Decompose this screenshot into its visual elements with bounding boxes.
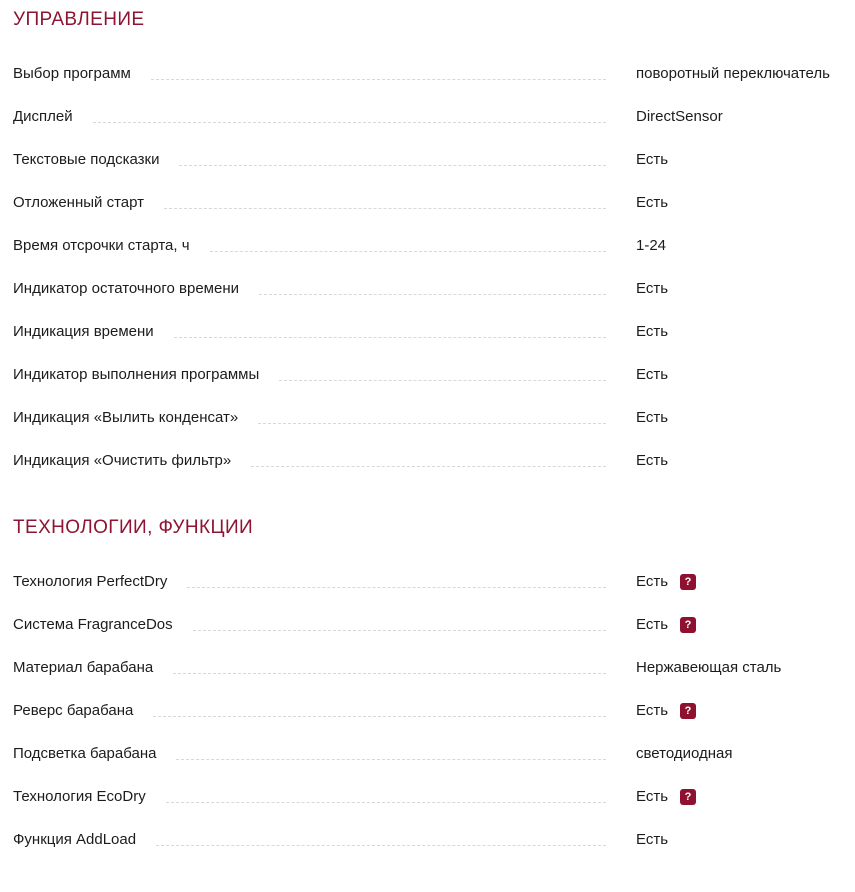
spec-value-cell	[636, 788, 841, 806]
spec-label: Индикация «Вылить конденсат»	[13, 409, 239, 426]
spec-label: Индикатор выполнения программы	[13, 366, 260, 383]
dotted-leader	[210, 237, 606, 252]
spec-label: Подсветка барабана	[13, 745, 157, 762]
section-title: ТЕХНОЛОГИИ, ФУНКЦИИ	[13, 517, 254, 538]
help-question-icon[interactable]: ?	[680, 574, 696, 590]
spec-value-cell	[636, 745, 841, 763]
spec-label: Отложенный старт	[13, 194, 145, 211]
spec-label: Текстовые подсказки	[13, 151, 160, 168]
dotted-leader	[179, 151, 606, 166]
spec-value-cell	[636, 616, 841, 634]
section-title: УПРАВЛЕНИЕ	[13, 9, 145, 30]
spec-row	[13, 65, 841, 83]
spec-label: Система FragranceDos	[13, 616, 173, 633]
spec-row	[13, 194, 841, 212]
spec-section	[13, 516, 841, 849]
dotted-leader	[187, 573, 606, 588]
spec-value-cell	[636, 659, 841, 677]
spec-row	[13, 409, 841, 427]
dotted-leader	[153, 702, 606, 717]
spec-row	[13, 280, 841, 298]
spec-value-cell	[636, 831, 841, 849]
spec-value: Есть	[636, 323, 669, 340]
spec-value: Есть	[636, 280, 669, 297]
spec-value: Есть	[636, 409, 669, 426]
spec-label: Технология EcoDry	[13, 788, 146, 805]
spec-value: Есть	[636, 702, 669, 719]
dotted-leader	[251, 452, 606, 467]
spec-value-cell	[636, 409, 841, 427]
spec-value: 1-24	[636, 237, 667, 254]
dotted-leader	[176, 745, 606, 760]
spec-value: Есть	[636, 831, 669, 848]
spec-row	[13, 452, 841, 470]
spec-row	[13, 366, 841, 384]
spec-row	[13, 573, 841, 591]
spec-value-cell	[636, 452, 841, 470]
spec-label: Выбор программ	[13, 65, 131, 82]
spec-row	[13, 745, 841, 763]
dotted-leader	[156, 831, 606, 846]
spec-row	[13, 151, 841, 169]
spec-label: Материал барабана	[13, 659, 154, 676]
spec-value: Есть	[636, 573, 669, 590]
dotted-leader	[193, 616, 606, 631]
help-question-icon[interactable]: ?	[680, 703, 696, 719]
section-rows	[13, 65, 841, 470]
spec-value: DirectSensor	[636, 108, 723, 125]
spec-value-cell	[636, 366, 841, 384]
spec-row	[13, 831, 841, 849]
spec-value: Нержавеющая сталь	[636, 659, 782, 676]
spec-row	[13, 788, 841, 806]
spec-value: Есть	[636, 788, 669, 805]
spec-row	[13, 616, 841, 634]
spec-value: Есть	[636, 452, 669, 469]
spec-row	[13, 702, 841, 720]
spec-label: Индикатор остаточного времени	[13, 280, 239, 297]
spec-label: Функция AddLoad	[13, 831, 137, 848]
dotted-leader	[259, 280, 606, 295]
spec-label: Технология PerfectDry	[13, 573, 168, 590]
spec-value-cell	[636, 702, 841, 720]
spec-value-cell	[636, 237, 841, 255]
specs-list	[13, 8, 841, 849]
spec-value-cell	[636, 108, 841, 126]
dotted-leader	[173, 659, 606, 674]
spec-row	[13, 323, 841, 341]
spec-value-cell	[636, 323, 841, 341]
spec-value: Есть	[636, 616, 669, 633]
spec-value: Есть	[636, 366, 669, 383]
spec-value: поворотный переключатель	[636, 65, 830, 82]
spec-value-cell	[636, 280, 841, 298]
dotted-leader	[151, 65, 606, 80]
dotted-leader	[166, 788, 606, 803]
dotted-leader	[279, 366, 606, 381]
spec-row	[13, 108, 841, 126]
spec-value-cell	[636, 151, 841, 169]
spec-label: Время отсрочки старта, ч	[13, 237, 190, 254]
spec-row	[13, 237, 841, 255]
spec-label: Индикация «Очистить фильтр»	[13, 452, 232, 469]
spec-section	[13, 8, 841, 470]
spec-value: Есть	[636, 151, 669, 168]
dotted-leader	[93, 108, 606, 123]
spec-row	[13, 659, 841, 677]
spec-value: Есть	[636, 194, 669, 211]
spec-label: Дисплей	[13, 108, 73, 125]
dotted-leader	[164, 194, 606, 209]
spec-value-cell	[636, 573, 841, 591]
spec-value-cell	[636, 194, 841, 212]
help-question-icon[interactable]: ?	[680, 617, 696, 633]
spec-label: Индикация времени	[13, 323, 154, 340]
spec-value: светодиодная	[636, 745, 733, 762]
spec-value-cell	[636, 65, 841, 83]
dotted-leader	[174, 323, 606, 338]
spec-label: Реверс барабана	[13, 702, 134, 719]
section-rows	[13, 573, 841, 849]
help-question-icon[interactable]: ?	[680, 789, 696, 805]
dotted-leader	[258, 409, 606, 424]
